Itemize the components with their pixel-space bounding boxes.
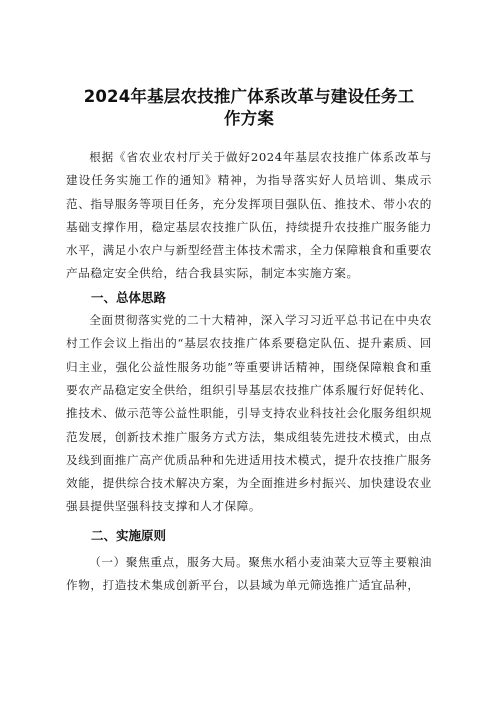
document-title (66, 0, 432, 130)
intro-paragraph: 根据《省农业农村厅关于做好2024年基层农技推广体系改革与建设任务实施工作的通知》精神，为指导落实好人员培训、集成示范、指导服务等项目任务，充分发挥项目强队伍、推技术、带小农的基础支撑作用，稳定基层农技推广队伍，持续提升农技推广服务能力水平，满足小农户与新型经营主体技术需求，全力保障粮食和重要农产品稳定安全供给，结合我县实际，制定本实施方案。 (66, 150, 432, 281)
title-line-1: 2024年基层农技推广体系改革与建设任务工 (83, 87, 415, 106)
title-line-2: 作方案 (223, 109, 275, 128)
section-1-paragraph: 全面贯彻落实党的二十大精神，深入学习习近平总书记在中央农村工作会议上指出的“基层农技推广体系要稳定队伍、提升素质、回归主业，强化公益性服务功能”等重要讲话精神，围绕保障粮食和重要农产品稳定安全供给，组织引导基层农技推广体系履行好促转化、推技术、做示范等公益性职能，引导支持农业科技社会化服务组织规范发展，创新技术推广服务方式方法，集成组装先进技术模式，由点及线到面推广高产优质品种和先进适用技术模式，提升农技推广服务效能，提供综合技术解决方案，为全面推进乡村振兴、加快建设农业强县提供坚强科技支撑和人才保障。 (66, 313, 432, 514)
section-2-subsection-1: （一）聚焦重点，服务大局。聚焦水稻小麦油菜大豆等主要粮油作物，打造技术集成创新平台，以县域为单元筛选推广适宜品种， (66, 555, 432, 593)
section-2-heading: 二、实施原则 (91, 527, 167, 543)
section-1-heading: 一、总体思路 (91, 289, 167, 305)
